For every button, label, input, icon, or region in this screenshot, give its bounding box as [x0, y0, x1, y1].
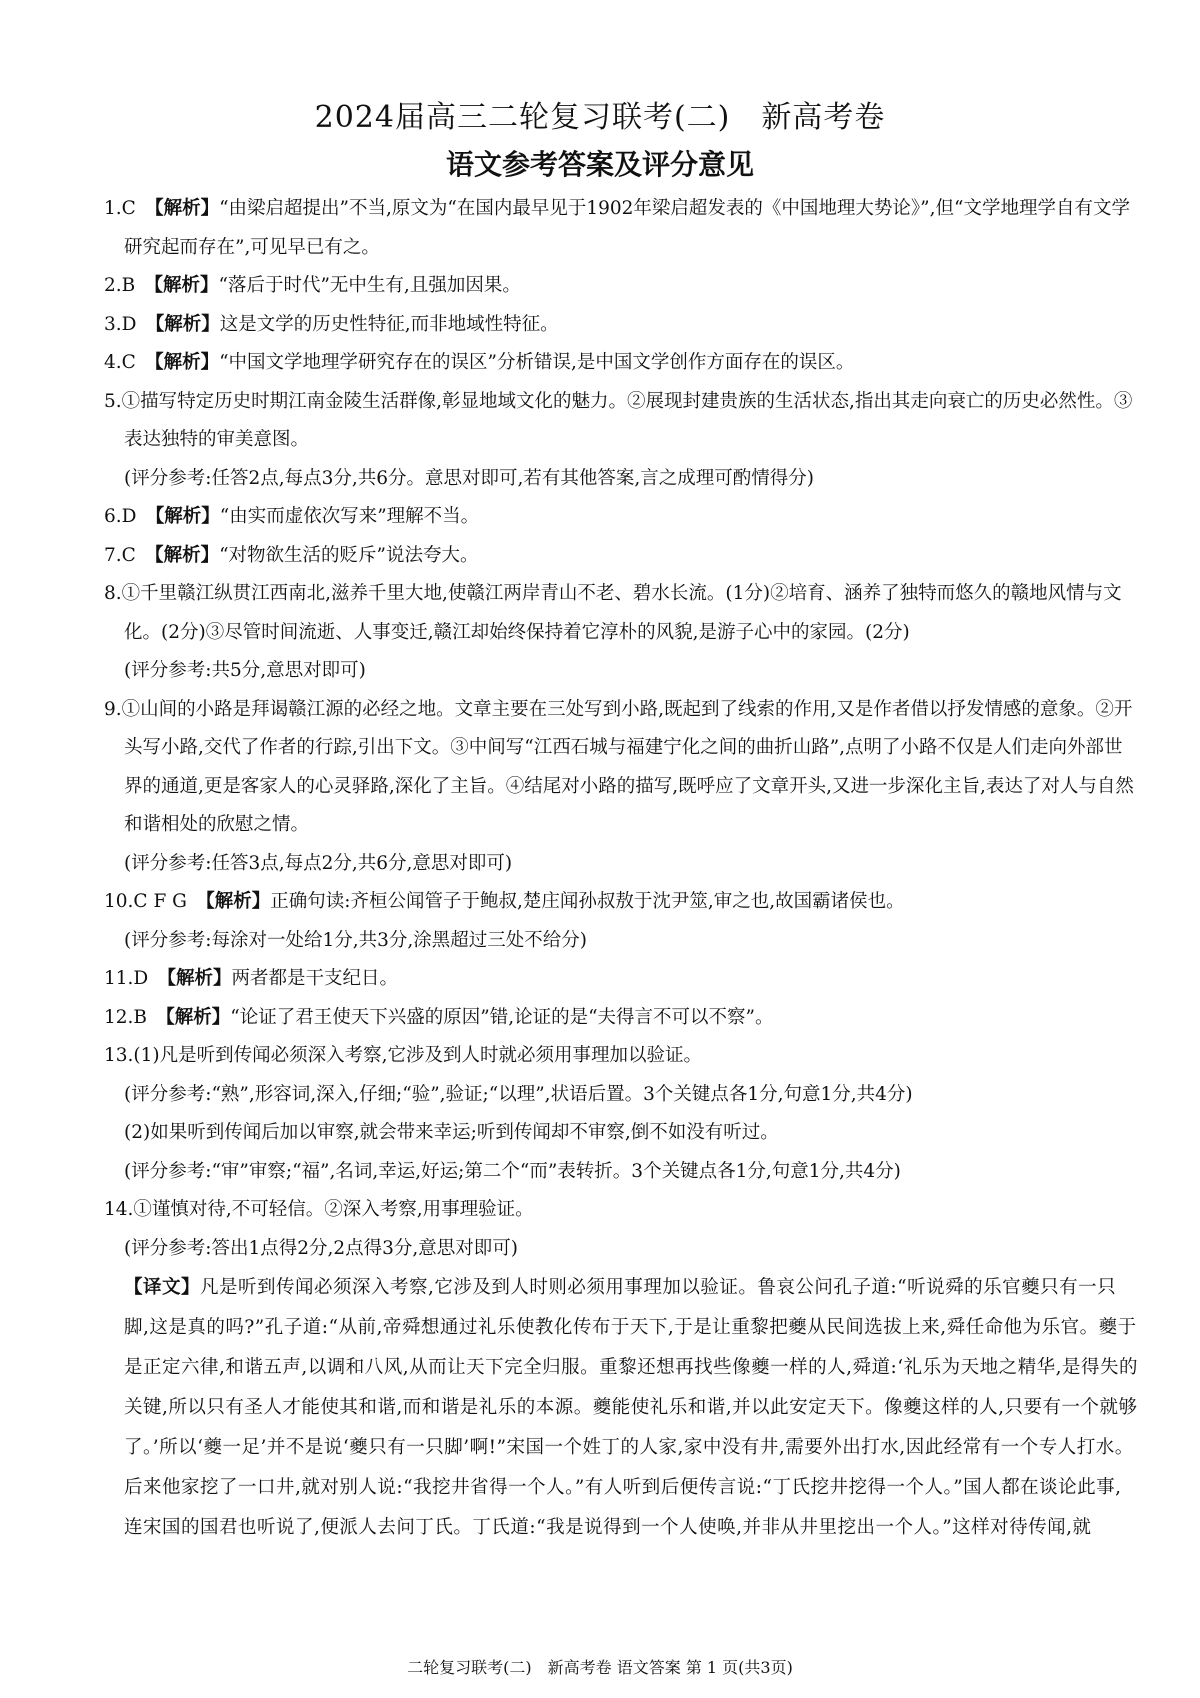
scoring-note-10: (评分参考:每涂对一处给1分,共3分,涂黑超过三处不给分)	[124, 929, 587, 951]
answer-number: 4.C	[104, 352, 155, 373]
scoring-note-13-2: (评分参考:“审”审察;“福”,名词,幸运,好运;第二个“而”表转折。3个关键点各1分,句意1分,共4分)	[124, 1160, 901, 1182]
answer-number: 3.D	[104, 313, 155, 335]
page-subtitle: 语文参考答案及评分意见	[445, 148, 754, 181]
translation-tag: 【译文】	[124, 1277, 201, 1298]
scoring-note-13-1: (评分参考:“熟”,形容词,深入,仔细;“验”,验证;“以理”,状语后置。3个关键点各1分,句意1分,共4分)	[124, 1083, 913, 1105]
answer-text: “中国文学地理学研究存在的误区”分析错误,是中国文学创作方面存在的误区。	[219, 352, 855, 373]
answer-12	[104, 999, 1139, 1038]
scoring-note-9: (评分参考:任答3点,每点2分,共6分,意思对即可)	[124, 852, 513, 874]
answer-text: “对物欲生活的贬斥”说法夸大。	[219, 544, 479, 566]
answer-7	[104, 537, 1139, 576]
answer-9: 9.①山间的小路是拜谒赣江源的必经之地。文章主要在三处写到小路,既起到了线索的作用,又是作者借以抒发情感的意象。②开头写小路,交代了作者的行踪,引出下文。③中间写“江西石城与福建宁化之间的曲折山路”,点明了小路不仅是人们走向外部世界的通道,更是客家人的心灵驿路,深化了主旨。④结尾对小路的描写,既呼应了文章开头,又进一步深化主旨,表达了对人与自然和谐相处的欣慰之情。	[104, 698, 1134, 835]
answer-13: 13.(1)凡是听到传闻必须深入考察,它涉及到人时就必须用事理加以验证。	[104, 1045, 703, 1066]
answer-10	[104, 883, 1139, 922]
answer-text: 这是文学的历史性特征,而非地域性特征。	[219, 313, 559, 335]
answer-13-part-2: (2)如果听到传闻后加以审察,就会带来幸运;听到传闻却不审察,倒不如没有听过。	[124, 1122, 779, 1143]
scoring-note-8: (评分参考:共5分,意思对即可)	[124, 660, 366, 681]
scoring-note-14: (评分参考:答出1点得2分,2点得3分,意思对即可)	[124, 1237, 519, 1259]
answer-number: 10.C F G	[104, 891, 206, 912]
answer-number: 6.D	[104, 506, 155, 527]
answer-4	[104, 344, 1139, 383]
answer-text: 两者都是干支纪日。	[231, 968, 399, 989]
answer-11	[104, 960, 1139, 999]
analysis-tag: 【解析】	[154, 352, 220, 373]
answer-1	[104, 190, 1139, 267]
translation-paragraph	[104, 1268, 1139, 1548]
answer-text: 正确句读:齐桓公闻管子于鲍叔,楚庄闻孙叔敖于沈尹筮,审之也,故国霸诸侯也。	[270, 891, 905, 912]
answer-number: 11.D	[104, 968, 167, 989]
answer-number: 2.B	[104, 275, 154, 296]
translation-text: 凡是听到传闻必须深入考察,它涉及到人时则必须用事理加以验证。鲁哀公问孔子道:“听说舜的乐官夔只有一只脚,这是真的吗?”孔子道:“从前,帝舜想通过礼乐使教化传布于天下,于是让重黎把夔从民间选拔上来,舜任命他为乐官。夔于是正定六律,和谐五声,以调和八风,从而让天下完全归服。重黎还想再找些像夔一样的人,舜道:‘礼乐为天地之精华,是得失的关键,所以只有圣人才能使其和谐,而和谐是礼乐的本源。夔能使礼乐和谐,并以此安定天下。像夔这样的人,只要有一个就够了。’所以‘夔一足’并不是说‘夔只有一只脚’啊!”宋国一个姓丁的人家,家中没有井,需要外出打水,因此经常有一个专人打水。后来他家挖了一口井,就对别人说:“我挖井省得一个人。”有人听到后便传言说:“丁氏挖井挖得一个人。”国人都在谈论此事,连宋国的国君也听说了,便派人去问丁氏。丁氏道:“我是说得到一个人使唤,并非从井里挖出一个人。”这样对待传闻,就	[124, 1277, 1139, 1538]
analysis-tag: 【解析】	[154, 544, 220, 566]
answer-3	[104, 306, 1139, 345]
answer-content	[104, 190, 1139, 1548]
answer-number: 7.C	[104, 544, 155, 566]
answer-text: “由梁启超提出”不当,原文为“在国内最早见于1902年梁启超发表的《中国地理大势论》”,但“文学地理学自有文学研究起而存在”,可见早已有之。	[124, 198, 1130, 258]
answer-14: 14.①谨慎对待,不可轻信。②深入考察,用事理验证。	[104, 1199, 534, 1220]
answer-text: “由实而虚依次写来”理解不当。	[219, 506, 480, 527]
analysis-tag: 【解析】	[154, 313, 220, 335]
page-title: 2024届高三二轮复习联考(二) 新高考卷	[314, 100, 886, 135]
analysis-tag: 【解析】	[153, 275, 219, 296]
analysis-tag: 【解析】	[154, 506, 220, 527]
analysis-tag: 【解析】	[154, 198, 220, 219]
answer-5: 5.①描写特定历史时期江南金陵生活群像,彰显地域文化的魅力。②展现封建贵族的生活状态,指出其走向衰亡的历史必然性。③表达独特的审美意图。	[104, 390, 1133, 450]
answer-text: “论证了君王使天下兴盛的原因”错,论证的是“夫得言不可以不察”。	[230, 1006, 774, 1028]
answer-number: 1.C	[104, 198, 155, 219]
answer-8: 8.①千里赣江纵贯江西南北,滋养千里大地,使赣江两岸青山不老、碧水长流。(1分)②培育、涵养了独特而悠久的赣地风情与文化。(2分)③尽管时间流逝、人事变迁,赣江却始终保持着它淳朴的风貌,是游子心中的家园。(2分)	[104, 583, 1122, 643]
analysis-tag: 【解析】	[166, 968, 232, 989]
answer-text: “落后于时代”无中生有,且强加因果。	[218, 275, 521, 296]
scoring-note-5: (评分参考:任答2点,每点3分,共6分。意思对即可,若有其他答案,言之成理可酌情得分)	[124, 467, 815, 489]
page-footer: 二轮复习联考(二) 新高考卷 语文答案 第 1 页(共3页)	[407, 1658, 793, 1677]
answer-2	[104, 267, 1139, 306]
analysis-tag: 【解析】	[205, 891, 271, 912]
answer-number: 12.B	[104, 1006, 166, 1028]
answer-6	[104, 498, 1139, 537]
analysis-tag: 【解析】	[165, 1006, 231, 1028]
